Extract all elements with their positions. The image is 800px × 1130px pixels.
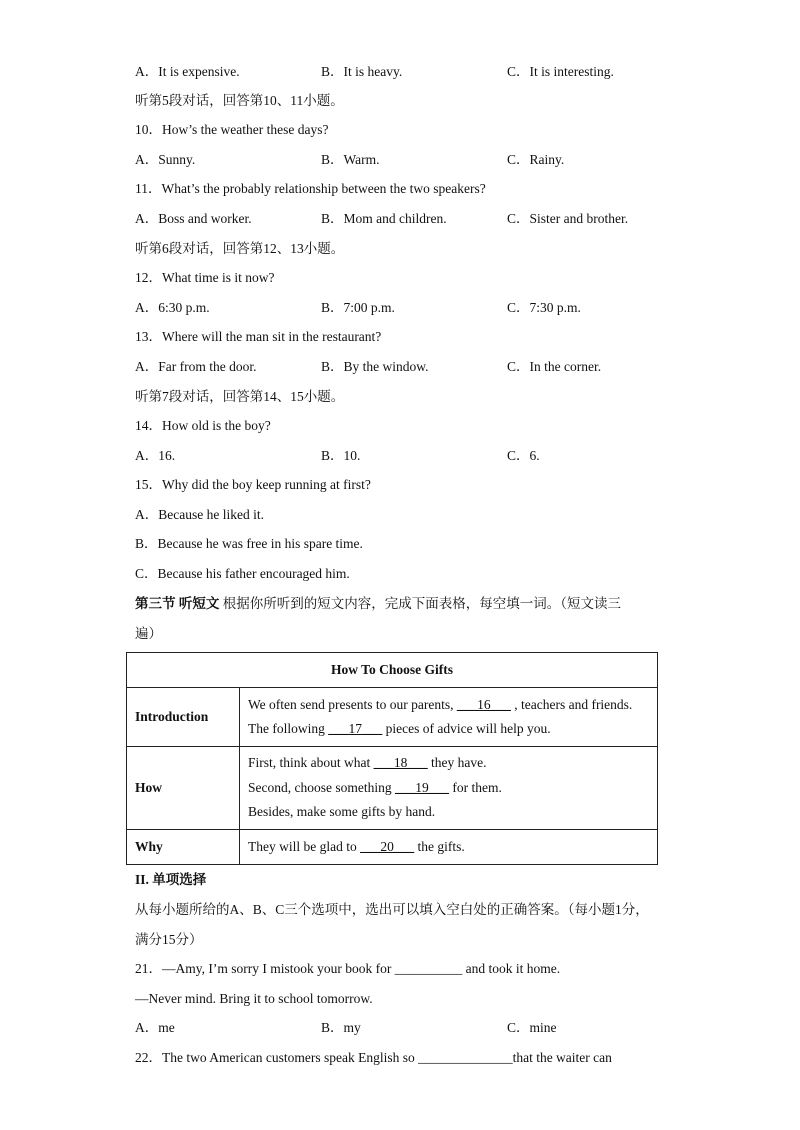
q13-option-b: B．By the window. bbox=[321, 359, 429, 374]
content-line: They will be glad to ___20___ the gifts. bbox=[248, 838, 465, 854]
question-11: 11．What’s the probably relationship between the two speakers? bbox=[135, 181, 486, 196]
question-14: 14．How old is the boy? bbox=[135, 418, 271, 433]
row-label-why: Why bbox=[127, 830, 240, 865]
dialogue-6-instruction: 听第6段对话，回答第12、13小题。 bbox=[135, 241, 345, 256]
q10-option-b: B．Warm. bbox=[321, 152, 380, 167]
question-22: 22．The two American customers speak English so ______________that the waiter can bbox=[135, 1050, 612, 1065]
dialogue-7-instruction: 听第7段对话，回答第14、15小题。 bbox=[135, 389, 345, 404]
option-a: A．It is expensive. bbox=[135, 64, 240, 79]
q14-option-b: B．10. bbox=[321, 448, 361, 463]
gift-table bbox=[126, 652, 658, 865]
question-10: 10．How’s the weather these days? bbox=[135, 122, 329, 137]
row-content bbox=[240, 688, 658, 747]
section-3-label: 第三节 听短文 bbox=[135, 596, 220, 611]
option-c: C．It is interesting. bbox=[507, 64, 614, 79]
content-line: Second, choose something ___19___ for them. bbox=[248, 779, 502, 795]
q21-option-c: C．mine bbox=[507, 1020, 557, 1035]
table-row bbox=[127, 747, 658, 830]
q15-option-a: A．Because he liked it. bbox=[135, 507, 264, 522]
content-line: The following ___17___ pieces of advice will help you. bbox=[248, 721, 551, 736]
option-b: B．It is heavy. bbox=[321, 64, 403, 79]
row-label-how: How bbox=[127, 747, 240, 830]
q15-option-b: B．Because he was free in his spare time. bbox=[135, 536, 363, 551]
q10-option-c: C．Rainy. bbox=[507, 152, 565, 167]
section-3-instruction bbox=[135, 595, 621, 613]
section-3-text: 根据你所听到的短文内容，完成下面表格，每空填一词。（短文读三 bbox=[219, 596, 621, 611]
q21-option-b: B．my bbox=[321, 1020, 361, 1035]
blank-18: ___18___ bbox=[373, 755, 428, 771]
question-21-reply: —Never mind. Bring it to school tomorrow. bbox=[135, 991, 373, 1006]
q12-option-c: C．7:30 p.m. bbox=[507, 300, 581, 315]
row-label-introduction: Introduction bbox=[127, 688, 240, 747]
dialogue-5-instruction: 听第5段对话，回答第10、11小题。 bbox=[135, 93, 344, 108]
q11-option-a: A．Boss and worker. bbox=[135, 211, 252, 226]
q15-option-c: C．Because his father encouraged him. bbox=[135, 566, 350, 581]
blank-17: ___17___ bbox=[328, 721, 383, 736]
table-title: How To Choose Gifts bbox=[127, 653, 658, 688]
content-line: Besides, make some gifts by hand. bbox=[248, 804, 436, 820]
question-13: 13．Where will the man sit in the restaurant? bbox=[135, 329, 382, 344]
q11-option-b: B．Mom and children. bbox=[321, 211, 447, 226]
part-2-instruction: 从每小题所给的A、B、C三个选项中，选出可以填入空白处的正确答案。（每小题1分， bbox=[135, 902, 649, 917]
table-row bbox=[127, 688, 658, 747]
q12-option-b: B．7:00 p.m. bbox=[321, 300, 395, 315]
blank-19: ___19___ bbox=[394, 779, 449, 795]
blank-20: ___20___ bbox=[360, 838, 415, 854]
row-content bbox=[240, 830, 658, 865]
question-21: 21．—Amy, I’m sorry I mistook your book for __________ and took it home. bbox=[135, 961, 561, 976]
content-line: First, think about what ___18___ they have. bbox=[248, 755, 487, 771]
table-row bbox=[127, 830, 658, 865]
q12-option-a: A．6:30 p.m. bbox=[135, 300, 210, 315]
q11-option-c: C．Sister and brother. bbox=[507, 211, 629, 226]
section-3-instruction-cont: 遍） bbox=[135, 626, 162, 641]
part-2-heading: II. 单项选择 bbox=[135, 872, 207, 887]
q13-option-a: A．Far from the door. bbox=[135, 359, 257, 374]
question-15: 15．Why did the boy keep running at first? bbox=[135, 477, 371, 492]
part-2-instruction-cont: 满分15分） bbox=[135, 932, 203, 947]
q10-option-a: A．Sunny. bbox=[135, 152, 196, 167]
row-content bbox=[240, 747, 658, 830]
question-12: 12．What time is it now? bbox=[135, 270, 275, 285]
q13-option-c: C．In the corner. bbox=[507, 359, 602, 374]
content-line: We often send presents to our parents, ___16___ , teachers and friends. bbox=[248, 696, 633, 712]
q14-option-a: A．16. bbox=[135, 448, 176, 463]
q14-option-c: C．6. bbox=[507, 448, 540, 463]
blank-16: ___16___ bbox=[456, 696, 511, 712]
q21-option-a: A．me bbox=[135, 1020, 175, 1035]
